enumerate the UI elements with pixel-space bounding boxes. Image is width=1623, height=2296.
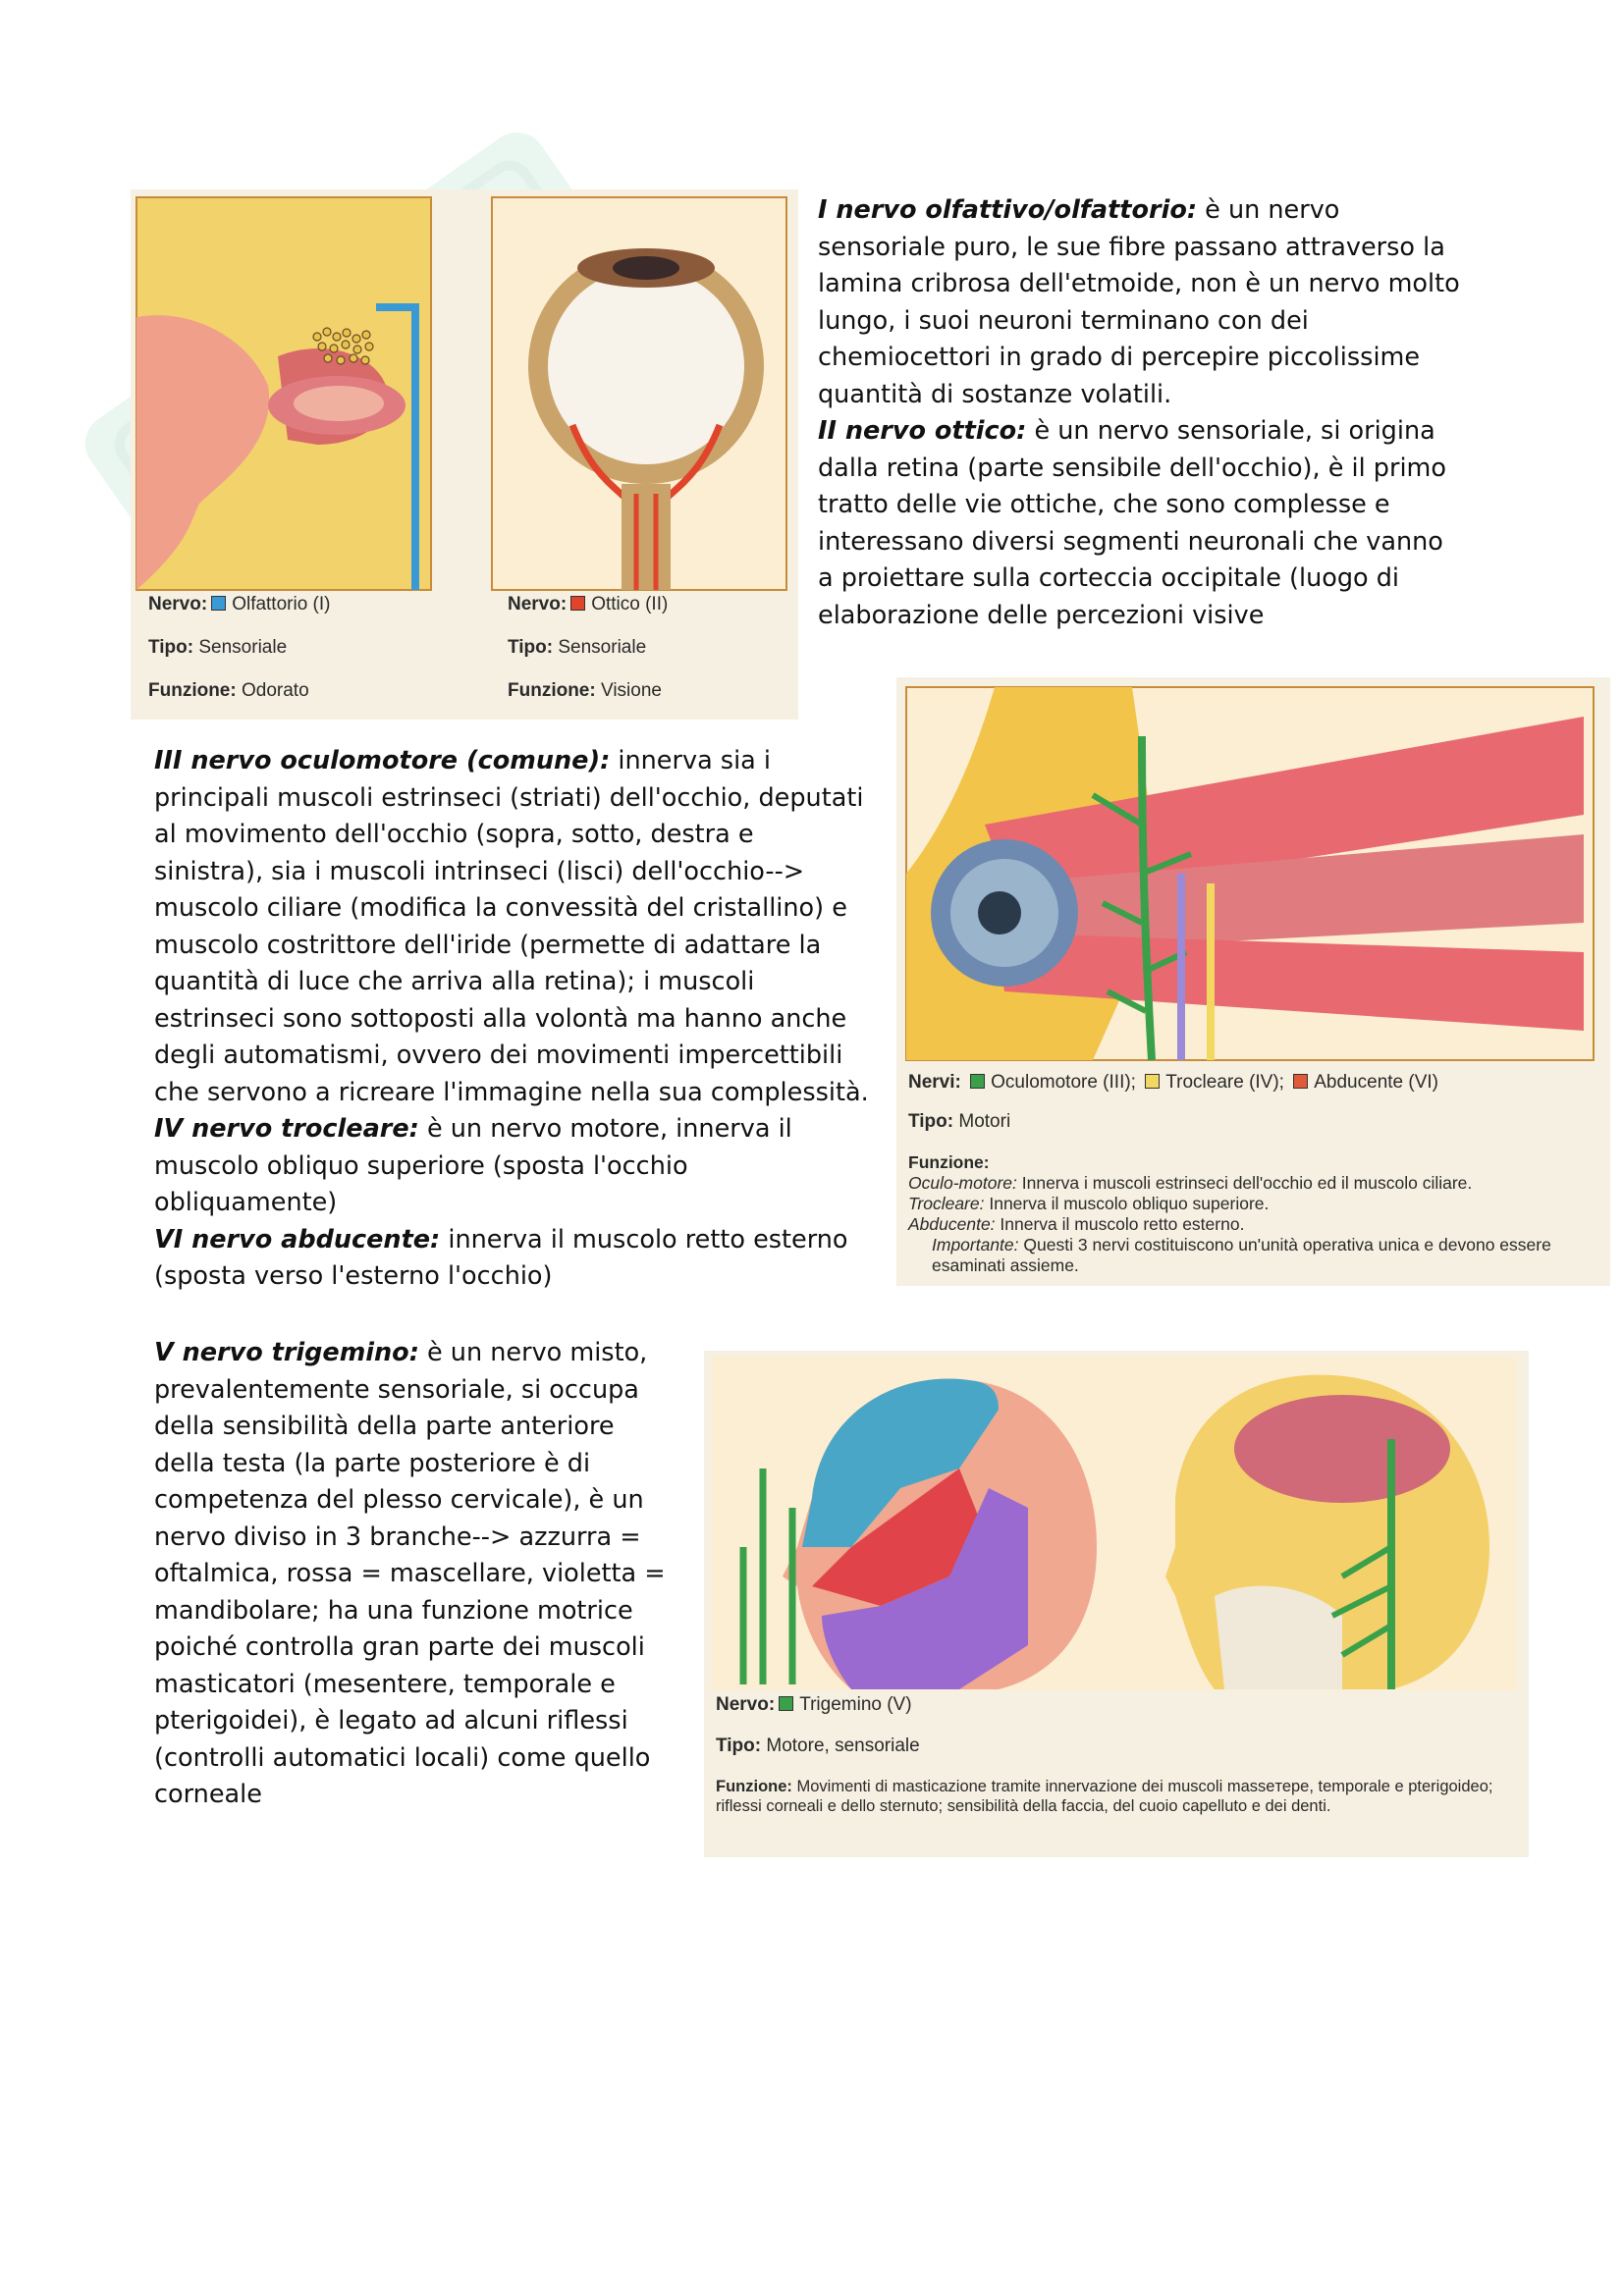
abducens-color-key [1293,1074,1308,1089]
oculomotor-nerves-line: Nervi: Oculomotore (III); Trocleare (IV); Abducente (VI) [908,1072,1438,1093]
optic-title: II nervo ottico: [818,416,1027,446]
oculomotor-type-line: Tipo: Motori [908,1111,1011,1132]
trigeminal-nerve-line: Nervo: Trigemino (V) [716,1694,912,1715]
optic-function-line: Funzione: Visione [508,680,662,701]
trigeminal-title: V nervo trigemino: [154,1338,419,1367]
figure-optic [484,189,798,720]
olfactory-nerve-line: Nervo: Olfattorio (I) [148,594,331,614]
olfactory-description: è un nervo sensoriale puro, le sue fibre passano attraverso la lamina cribrosa dell'etmoide, non è un nervo molto lungo, i suoi neuroni terminano con dei chemiocettori in grado di percepire piccolissime quantità di sostanze volatili. [818,195,1460,409]
figure-olfactory [131,189,484,720]
trochlear-description: è un nervo motore, innerva il muscolo obliquo superiore (sposta l'occhio obliquamente) [154,1114,792,1217]
trigeminal-color-key [779,1696,793,1711]
oculomotor-color-key [970,1074,985,1089]
olfactory-color-key [211,596,226,611]
optic-description: è un nervo sensoriale, si origina dalla retina (parte sensibile dell'occhio), è il primo tratto delle vie ottiche, che sono complesse e interessano diversi segmenti neuronali che vanno a proiettare sulla corteccia occipitale (luogo di elaborazione delle percezioni visive [818,416,1446,630]
trochlear-title: IV nervo trocleare: [154,1114,419,1144]
figure-trigeminal [704,1351,1529,1857]
olfactory-type-line: Tipo: Sensoriale [148,637,288,658]
oculomotor-description: innerva sia i principali muscoli estrinseci (striati) dell'occhio, deputati al movimento dell'occhio (sopra, sotto, destra e sinistra), sia i muscoli intrinseci (lisci) dell'occhio--> muscolo ciliare (modifica la convessità del cristallino) e muscolo costrittore dell'iride (permette di adattare la quantità di luce che arriva alla retina); i muscoli estrinseci sono sottoposti alla volontà ma hanno anche degli automatismi, ovvero dei movimenti impercettibili che servono a ricreare l'immagine nella sua complessità. [154,746,869,1107]
trigeminal-description: è un nervo misto, prevalentemente sensoriale, si occupa della sensibilità della parte anteriore della testa (la parte posteriore è di competenza del plesso cervicale), è un nervo diviso in 3 branche--> azzurra = oftalmica, rossa = mascellare, violetta = mandibolare; ha una funzione motrice poiché controlla gran parte dei muscoli masticatori (mesentere, temporale e pterigoidei), è legato ad alcuni riflessi (controlli automatici locali) come quello corneale [154,1338,666,1809]
oculomotor-title: III nervo oculomotore (comune): [154,746,611,775]
optic-type-line: Tipo: Sensoriale [508,637,647,658]
figure-oculomotor [896,677,1610,1286]
section-oculomotor-text [154,743,869,1296]
section-trigeminal-text [154,1335,675,1814]
section-olfactory-optic-text [818,192,1466,634]
abducens-description: innerva il muscolo retto esterno (sposta verso l'esterno l'occhio) [154,1224,848,1291]
trochlear-color-key [1145,1074,1160,1089]
trigeminal-type-line: Tipo: Motore, sensoriale [716,1735,920,1756]
olfactory-function-line: Funzione: Odorato [148,680,309,701]
optic-color-key [570,596,585,611]
optic-nerve-line: Nervo: Ottico (II) [508,594,669,614]
olfactory-title: I nervo olfattivo/olfattorio: [818,195,1198,225]
oculomotor-function-block: Funzione: Oculo-motore: Innerva i muscoli estrinseci dell'occhio ed il muscolo ciliare. Trocleare: Innerva il muscolo obliquo superiore. Abducente: Innerva il muscolo retto esterno. Importante: Questi 3 nervi costituiscono un'unità operativa unica e devono essere esaminati assieme. [908,1152,1551,1275]
trigeminal-function-line: Funzione: Movimenti di masticazione tramite innervazione dei muscoli masseтере, temporale e pterigoideo; riflessi corneali e dello sternuto; sensibilità della faccia, del cuoio capelluto e dei denti. [716,1778,1493,1815]
abducens-title: VI nervo abducente: [154,1224,441,1255]
